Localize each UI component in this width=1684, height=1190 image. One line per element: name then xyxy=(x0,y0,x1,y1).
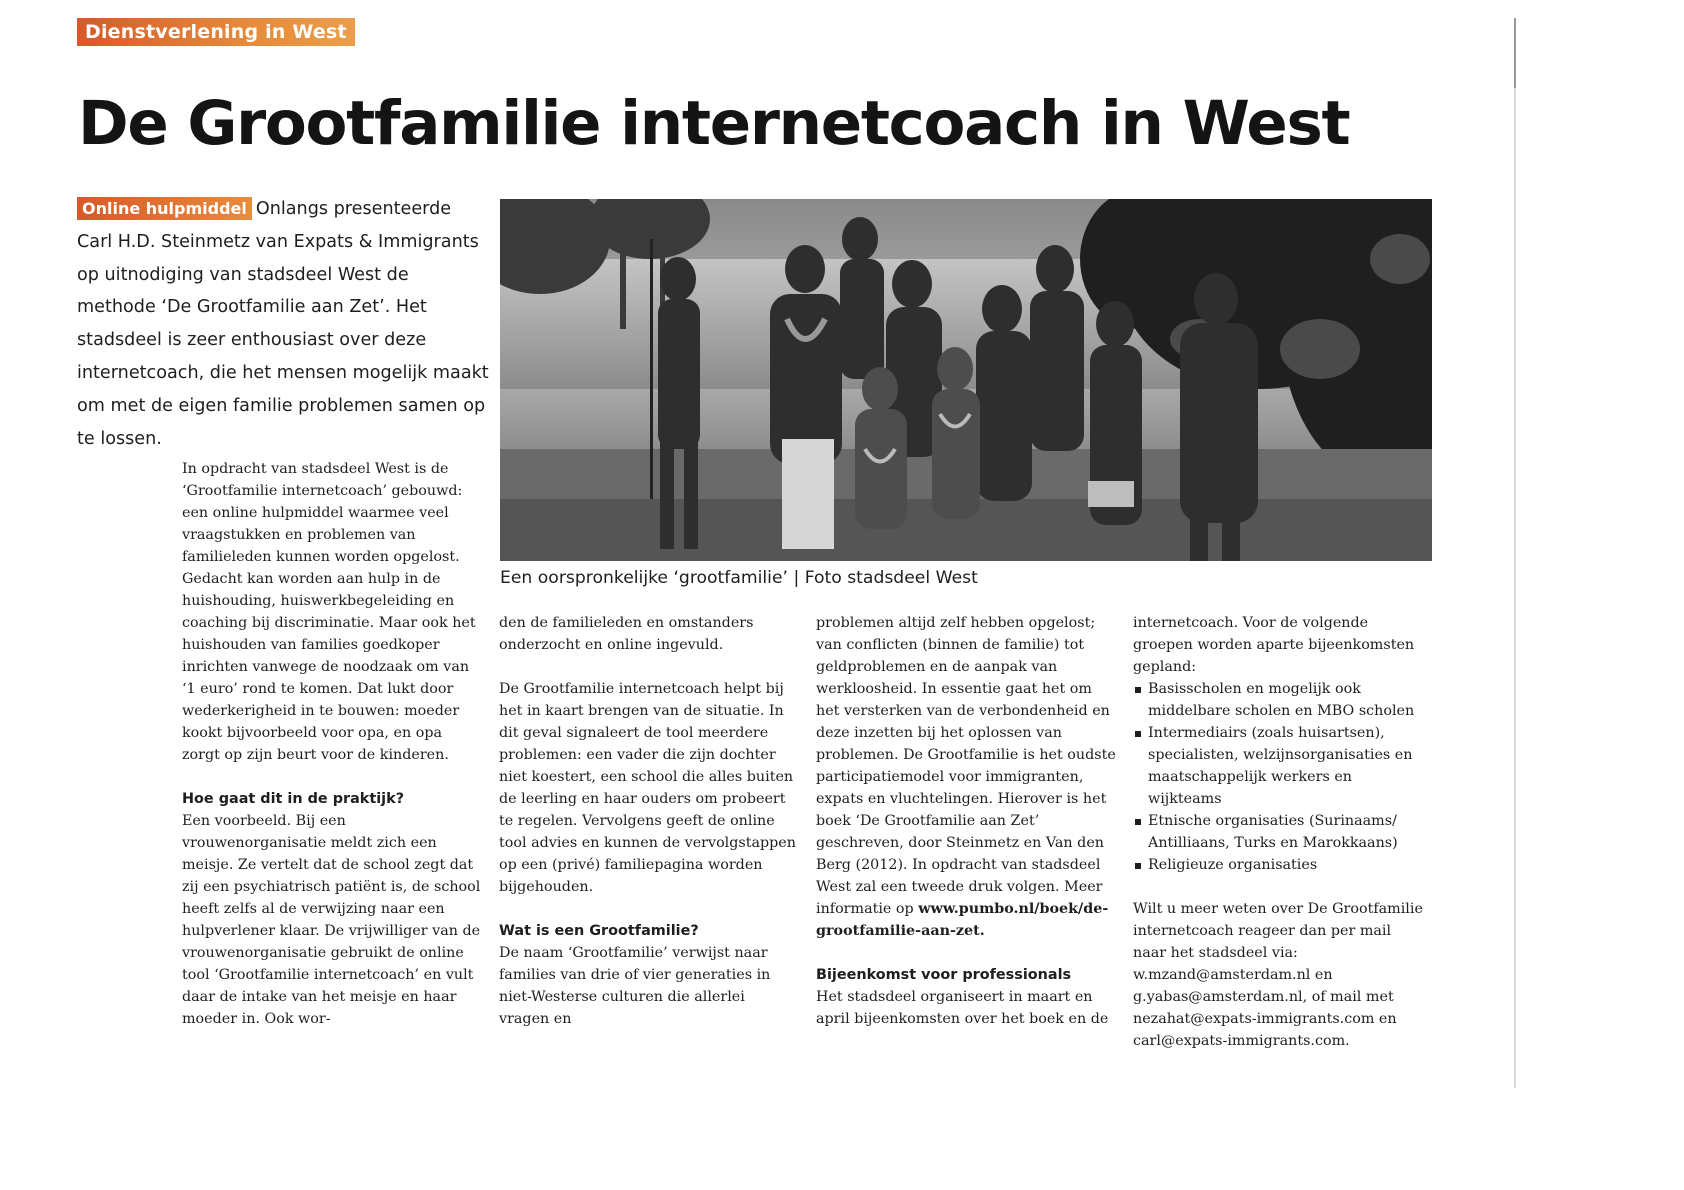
contact-paragraph: Wilt u meer weten over De Grootfamilie internetcoach reageer dan per mail naar het stadsdeel via: w.mzand@amsterdam.nl en g.yabas@amsterdam.nl, of mail met nezahat@expats-immigrants.com en carl@expats-immigrants.com. xyxy=(1133,901,1423,1049)
heading-praktijk: Hoe gaat dit in de praktijk? xyxy=(182,791,405,807)
situation-paragraph: De Grootfamilie internetcoach helpt bij het in kaart brengen van de situatie. In dit geval signaleert de tool meerdere problemen: een vader die zijn dochter niet koestert, een school die alles buiten de leerling en haar ouders om probeert te regelen. Vervolgens geeft de online tool advies en kunnen de vervolgstappen op een (privé) familiepagina worden bijgehouden. xyxy=(499,681,796,895)
participation-text: problemen altijd zelf hebben opgelost; van conflicten (binnen de familie) tot geldproblemen en de aanpak van werkloosheid. In essentie gaat het om het versterken van de verbondenheid en deze inzetten bij het oplossen van problemen. De Grootfamilie is het oudste participatiemodel voor immigranten, expats en vluchtelingen. Hierover is het boek ‘De Grootfamilie aan Zet’ geschreven, door Steinmetz en Van den Berg (2012). In opdracht van stadsdeel West zal een tweede druk volgen. Meer informatie op xyxy=(816,615,1116,917)
heading-grootfamilie: Wat is een Grootfamilie? xyxy=(499,923,699,939)
page-edge-line xyxy=(1514,18,1516,1088)
column-4 xyxy=(1133,612,1425,1052)
example-paragraph: Een voorbeeld. Bij een vrouwenorganisatie meldt zich een meisje. Ze vertelt dat de school zegt dat zij een psychiatrisch patiënt is, de school heeft zelfs al de verwijzing naar een hulpverlener klaar. De vrijwilliger van de vrouwenorganisatie gebruikt de online tool ‘Grootfamilie internetcoach’ en vult daar de intake van het meisje en haar moeder in. Ook wor- xyxy=(182,813,481,1027)
book-link[interactable]: www.pumbo.nl/boek/de-grootfamilie-aan-zet. xyxy=(816,901,1109,939)
lead-text: Onlangs presenteerde Carl H.D. Steinmetz van Expats & Immigrants op uitnodiging van stadsdeel West de methode ‘De Grootfamilie aan Zet’. Het stadsdeel is zeer enthousiast over deze internetcoach, die het mensen mogelijk maakt om met de eigen familie problemen samen op te lossen. xyxy=(77,199,489,449)
list-item: Basisscholen en mogelijk ook middelbare scholen en MBO scholen xyxy=(1133,678,1425,722)
groups-intro: internetcoach. Voor de volgende groepen worden aparte bijeenkomsten gepland: xyxy=(1133,615,1415,675)
photo-caption: Een oorspronkelijke ‘grootfamilie’ | Foto stadsdeel West xyxy=(500,568,978,588)
intro-paragraph: In opdracht van stadsdeel West is de ‘Grootfamilie internetcoach’ gebouwd: een online hulpmiddel waarmee veel vraagstukken en problemen van familieleden kunnen worden opgelost. Gedacht kan worden aan hulp in de huishouding, huiswerkbegeleiding en coaching bij discriminatie. Maar ook het huishouden van families goedkoper inrichten vanwege de noodzaak om van ‘1 euro’ rond te komen. Dat lukt door wederkerigheid in te bouwen: moeder kookt bijvoorbeeld voor opa, en opa zorgt op zijn beurt voor de kinderen. xyxy=(182,461,476,763)
column-1 xyxy=(182,458,482,1030)
list-item: Etnische organisaties (Surinaams/ Antilliaans, Turks en Marokkaans) xyxy=(1133,810,1425,854)
participation-paragraph xyxy=(816,612,1116,942)
heading-bijeenkomst: Bijeenkomst voor professionals xyxy=(816,967,1072,983)
list-item: Religieuze organisaties xyxy=(1133,854,1425,876)
lead-paragraph xyxy=(77,193,489,455)
groups-list xyxy=(1133,678,1425,876)
family-photo xyxy=(500,199,1432,561)
headline: De Grootfamilie internetcoach in West xyxy=(78,88,1350,159)
column-3 xyxy=(816,612,1116,1030)
continuation-paragraph: den de familieleden en omstanders onderzocht en online ingevuld. xyxy=(499,615,754,653)
column-2 xyxy=(499,612,799,1030)
list-item: Intermediairs (zoals huisartsen), specialisten, welzijnsorganisaties en maatschappelijk werkers en wijkteams xyxy=(1133,722,1425,810)
page-edge-line-dark xyxy=(1514,18,1516,88)
family-photo-image xyxy=(500,199,1432,561)
definition-paragraph: De naam ‘Grootfamilie’ verwijst naar families van drie of vier generaties in niet-Westerse culturen die allerlei vragen en xyxy=(499,945,771,1027)
lead-tag: Online hulpmiddel xyxy=(77,197,252,220)
section-label: Dienstverlening in West xyxy=(77,18,355,46)
meetings-paragraph: Het stadsdeel organiseert in maart en april bijeenkomsten over het boek en de xyxy=(816,989,1109,1027)
